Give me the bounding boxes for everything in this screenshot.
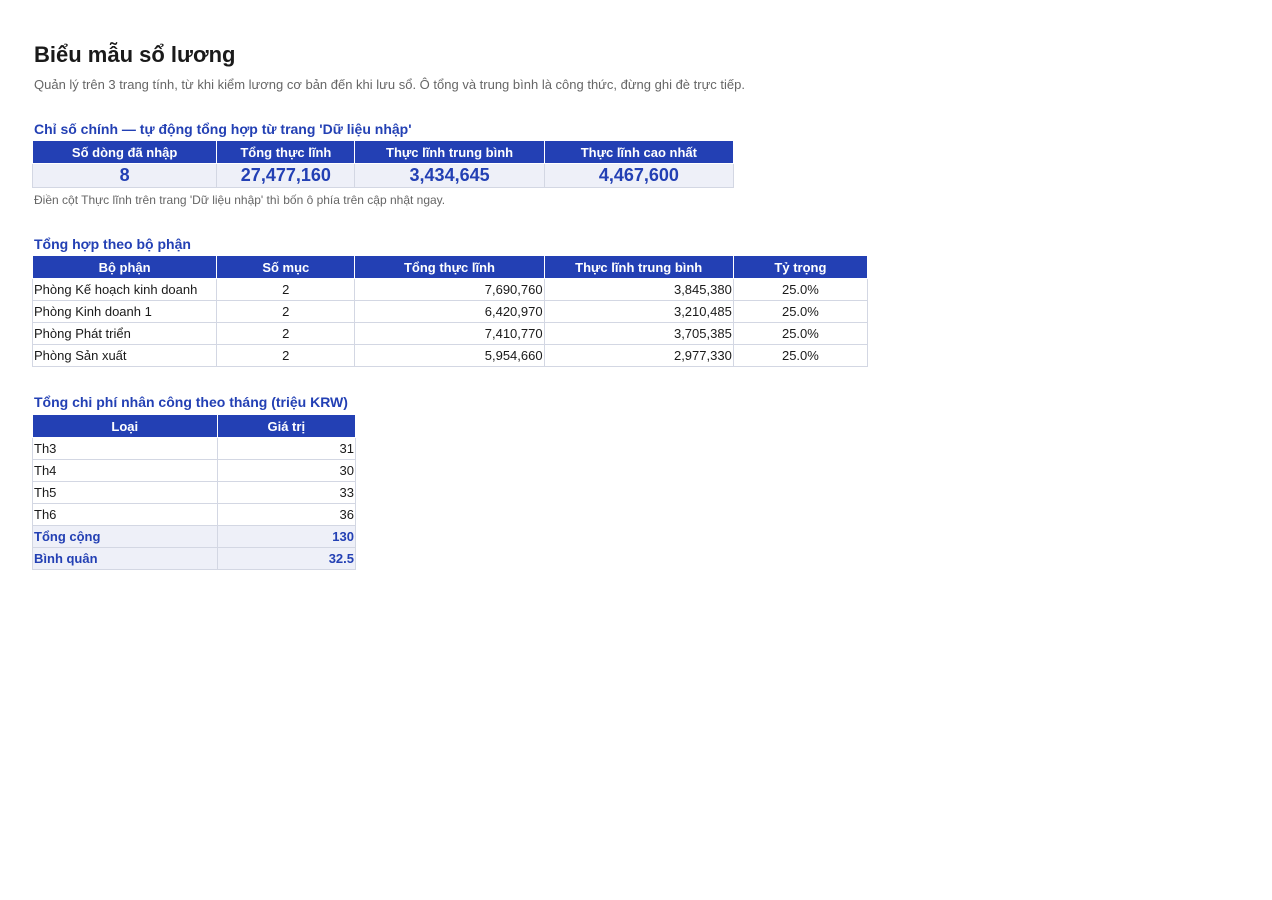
monthly-header-value: Giá trị [217,415,355,438]
monthly-header-row [33,415,356,438]
dept-average[interactable]: 3,210,485 [544,301,733,323]
page-subtitle: Quản lý trên 3 trang tính, từ khi kiểm lương cơ bản đến khi lưu sổ. Ô tổng và trung bình là công thức, đừng ghi đè trực tiếp. [34,77,745,92]
kpi-section-title: Chỉ số chính — tự động tổng hợp từ trang 'Dữ liệu nhập' [34,121,412,137]
dept-count[interactable]: 2 [217,323,355,345]
average-label[interactable]: Bình quân [33,548,218,570]
dept-table [32,255,868,367]
average-value[interactable]: 32.5 [217,548,355,570]
table-row [33,323,868,345]
table-row [33,438,356,460]
month-label[interactable]: Th6 [33,504,218,526]
kpi-table [32,140,734,188]
dept-name[interactable]: Phòng Kinh doanh 1 [33,301,217,323]
month-label[interactable]: Th4 [33,460,218,482]
dept-header-share: Tỷ trọng [733,256,867,279]
dept-header-department: Bộ phận [33,256,217,279]
dept-total[interactable]: 7,690,760 [355,279,544,301]
month-value[interactable]: 30 [217,460,355,482]
kpi-value-average[interactable]: 3,434,645 [355,164,544,188]
dept-name[interactable]: Phòng Kế hoạch kinh doanh [33,279,217,301]
total-label[interactable]: Tổng cộng [33,526,218,548]
dept-header-count: Số mục [217,256,355,279]
kpi-value-row [33,164,734,188]
table-row [33,460,356,482]
kpi-value-max[interactable]: 4,467,600 [544,164,733,188]
dept-header-row [33,256,868,279]
kpi-header-max: Thực lĩnh cao nhất [544,141,733,164]
dept-header-total: Tổng thực lĩnh [355,256,544,279]
dept-name[interactable]: Phòng Sản xuất [33,345,217,367]
dept-total[interactable]: 6,420,970 [355,301,544,323]
kpi-note: Điền cột Thực lĩnh trên trang 'Dữ liệu nhập' thì bốn ô phía trên cập nhật ngay. [34,193,446,207]
kpi-header-average: Thực lĩnh trung bình [355,141,544,164]
average-row [33,548,356,570]
table-row [33,504,356,526]
kpi-value-rows-count[interactable]: 8 [33,164,217,188]
dept-total[interactable]: 7,410,770 [355,323,544,345]
monthly-table [32,414,356,570]
month-label[interactable]: Th5 [33,482,218,504]
month-value[interactable]: 36 [217,504,355,526]
dept-count[interactable]: 2 [217,279,355,301]
dept-share[interactable]: 25.0% [733,323,867,345]
dept-header-average: Thực lĩnh trung bình [544,256,733,279]
monthly-header-type: Loại [33,415,218,438]
month-value[interactable]: 33 [217,482,355,504]
kpi-header-rows-count: Số dòng đã nhập [33,141,217,164]
kpi-header-row [33,141,734,164]
total-value[interactable]: 130 [217,526,355,548]
dept-section-title: Tổng hợp theo bộ phận [34,236,191,252]
dept-average[interactable]: 2,977,330 [544,345,733,367]
monthly-section-title: Tổng chi phí nhân công theo tháng (triệu KRW) [34,394,348,410]
dept-share[interactable]: 25.0% [733,279,867,301]
page-title: Biểu mẫu sổ lương [34,42,236,67]
table-row [33,482,356,504]
kpi-header-total: Tổng thực lĩnh [217,141,355,164]
table-row [33,279,868,301]
dept-share[interactable]: 25.0% [733,345,867,367]
month-value[interactable]: 31 [217,438,355,460]
dept-share[interactable]: 25.0% [733,301,867,323]
dept-count[interactable]: 2 [217,345,355,367]
dept-average[interactable]: 3,845,380 [544,279,733,301]
table-row [33,301,868,323]
month-label[interactable]: Th3 [33,438,218,460]
dept-name[interactable]: Phòng Phát triển [33,323,217,345]
dept-total[interactable]: 5,954,660 [355,345,544,367]
table-row [33,345,868,367]
kpi-value-total[interactable]: 27,477,160 [217,164,355,188]
dept-count[interactable]: 2 [217,301,355,323]
dept-average[interactable]: 3,705,385 [544,323,733,345]
total-row [33,526,356,548]
